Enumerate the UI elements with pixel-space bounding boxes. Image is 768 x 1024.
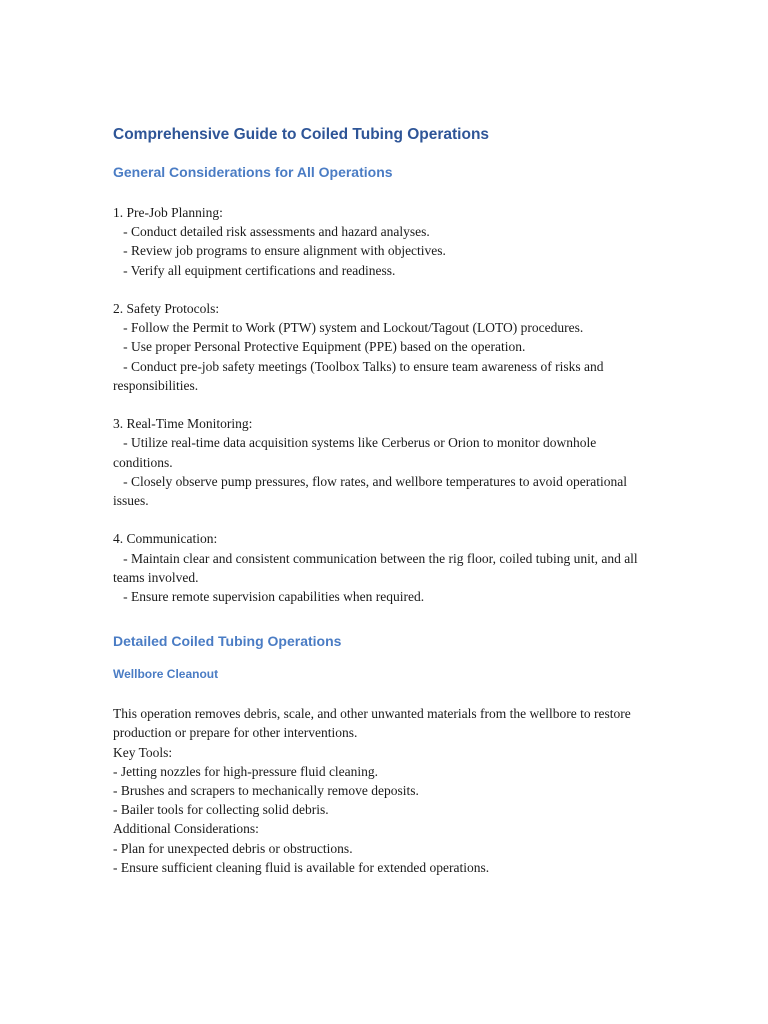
additional-considerations-label: Additional Considerations:	[113, 821, 259, 837]
bullet-line: - Plan for unexpected debris or obstructions.	[113, 840, 353, 856]
wellbore-cleanout-body	[113, 704, 658, 877]
item-heading: 1. Pre-Job Planning:	[113, 205, 223, 220]
item-line: - Conduct pre-job safety meetings (Toolbox Talks) to ensure team awareness of risks and responsibilities.	[113, 358, 607, 393]
document-content	[113, 124, 658, 877]
list-item-pre-job-planning	[113, 203, 658, 280]
bullet-line: - Jetting nozzles for high-pressure fluid cleaning.	[113, 763, 379, 779]
paragraph-text: This operation removes debris, scale, and other unwanted materials from the wellbore to restore production or prepare for other interventions.	[113, 706, 635, 741]
item-line: - Utilize real-time data acquisition systems like Cerberus or Orion to monitor downhole conditions.	[113, 435, 600, 470]
list-item-communication	[113, 529, 658, 606]
document-title: Comprehensive Guide to Coiled Tubing Operations	[113, 126, 490, 143]
item-heading: 2. Safety Protocols:	[113, 301, 220, 316]
item-line: - Use proper Personal Protective Equipment (PPE) based on the operation.	[113, 339, 526, 355]
item-line: - Verify all equipment certifications and readiness.	[113, 262, 396, 278]
item-line: - Conduct detailed risk assessments and hazard analyses.	[113, 224, 430, 240]
item-heading: 3. Real-Time Monitoring:	[113, 416, 253, 432]
item-line: - Maintain clear and consistent communication between the rig floor, coiled tubing unit, and all teams involved.	[113, 550, 642, 585]
item-line: - Follow the Permit to Work (PTW) system and Lockout/Tagout (LOTO) procedures.	[113, 320, 584, 336]
item-line: - Closely observe pump pressures, flow rates, and wellbore temperatures to avoid operational issues.	[113, 473, 631, 509]
item-heading: 4. Communication:	[113, 531, 218, 547]
key-tools-label: Key Tools:	[113, 744, 173, 760]
list-item-safety-protocols	[113, 299, 658, 395]
list-item-real-time-monitoring	[113, 414, 658, 510]
item-line: - Ensure remote supervision capabilities when required.	[113, 589, 425, 605]
section-heading-general: General Considerations for All Operations	[113, 164, 393, 180]
bullet-line: - Ensure sufficient cleaning fluid is available for extended operations.	[113, 859, 490, 875]
bullet-line: - Bailer tools for collecting solid debris.	[113, 802, 329, 818]
subsection-heading-wellbore-cleanout: Wellbore Cleanout	[113, 667, 219, 682]
bullet-line: - Brushes and scrapers to mechanically remove deposits.	[113, 783, 419, 799]
section-heading-detailed: Detailed Coiled Tubing Operations	[113, 633, 342, 650]
item-line: - Review job programs to ensure alignment with objectives.	[113, 243, 446, 259]
